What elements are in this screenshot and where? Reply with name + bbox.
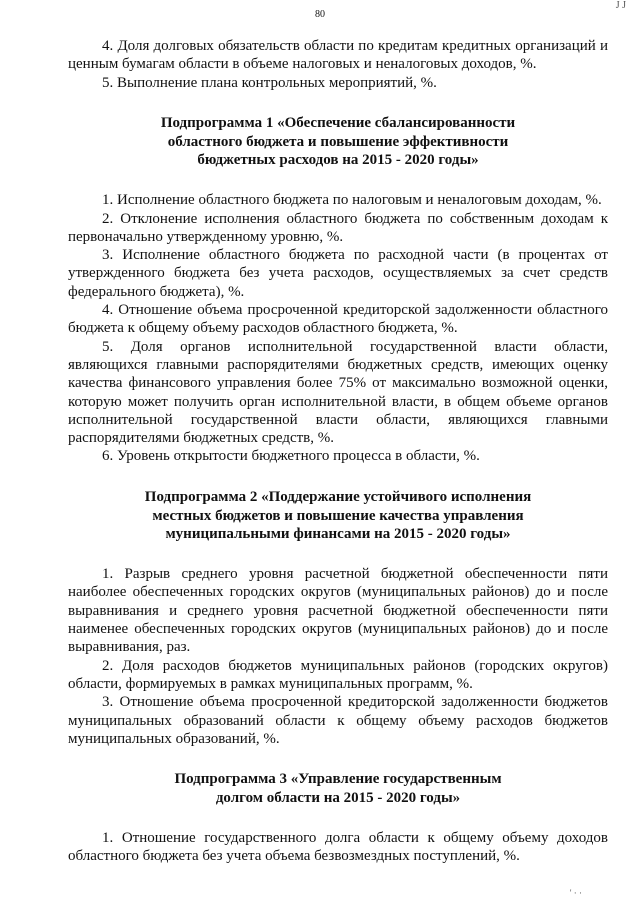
heading-line: Подпрограмма 1 «Обеспечение сбалансированности	[160, 114, 516, 131]
heading-line: местных бюджетов и повышение качества управления	[152, 507, 524, 524]
intro-item-4: 4. Доля долговых обязательств области по кредитам кредитных организаций и ценным бумагам области в объеме налоговых и неналоговых доходов, %.	[68, 38, 608, 73]
page-number: 80	[315, 9, 325, 20]
sub1-item-1: 1. Исполнение областного бюджета по налоговым и неналоговым доходам, %.	[102, 192, 602, 209]
subprogram-2-heading	[68, 488, 608, 544]
sub1-item-2: 2. Отклонение исполнения областного бюджета по собственным доходам к первоначально утвержденному уровню, %.	[68, 210, 608, 245]
sub3-item-1: 1. Отношение государственного долга области к общему объему доходов областного бюджета без учета объема безвозмездных поступлений, %.	[68, 829, 608, 864]
subprogram-1-heading	[68, 114, 608, 170]
sub2-item-2: 2. Доля расходов бюджетов муниципальных районов (городских округов) области, формируемых в рамках муниципальных программ, %.	[68, 657, 608, 692]
sub1-item-4: 4. Отношение объема просроченной кредиторской задолженности областного бюджета к общему объему расходов областного бюджета, %.	[68, 302, 608, 337]
heading-line: долгом области на 2015 - 2020 годы»	[215, 789, 461, 806]
sub1-item-5: 5. Доля органов исполнительной государственной власти области, являющихся главными распорядителями бюджетных средств, имеющих оценку качества финансового управления более 75% от максимально возможной оценки, которую может получить орган исполнительной власти, в общем объеме органов исполнительной государственной власти области, являющихся главными распорядителями бюджетных средств, %.	[68, 338, 608, 447]
document-body	[68, 37, 608, 865]
heading-line: бюджетных расходов на 2015 - 2020 годы»	[197, 152, 479, 169]
corner-mark: J J	[615, 0, 626, 11]
sub1-item-3: 3. Исполнение областного бюджета по расходной части (в процентах от утвержденного бюджета без учета расходов, осуществляемых за счет средств федерального бюджета), %.	[68, 247, 608, 300]
sub2-item-3: 3. Отношение объема просроченной кредиторской задолженности бюджетов муниципальных образований области к общему объему расходов бюджетов муниципальных образований, %.	[68, 694, 608, 747]
sub2-item-1: 1. Разрыв среднего уровня расчетной бюджетной обеспеченности пяти наиболее обеспеченных городских округов (муниципальных районов) до и после выравнивания и среднего уровня расчетной бюджетной обеспеченности пяти наименее обеспеченных городских округов (муниципальных районов) до и после выравнивания, раз.	[68, 566, 608, 656]
intro-item-5: 5. Выполнение плана контрольных мероприятий, %.	[102, 74, 437, 91]
heading-line: Подпрограмма 2 «Поддержание устойчивого исполнения	[144, 488, 532, 505]
subprogram-3-heading	[68, 770, 608, 808]
bottom-mark: ' · ·	[569, 888, 582, 898]
heading-line: Подпрограмма 3 «Управление государственным	[174, 771, 502, 788]
sub1-item-6: 6. Уровень открытости бюджетного процесса в области, %.	[102, 448, 480, 465]
heading-line: областного бюджета и повышение эффективности	[167, 133, 509, 150]
heading-line: муниципальными финансами на 2015 - 2020 годы»	[165, 526, 511, 543]
